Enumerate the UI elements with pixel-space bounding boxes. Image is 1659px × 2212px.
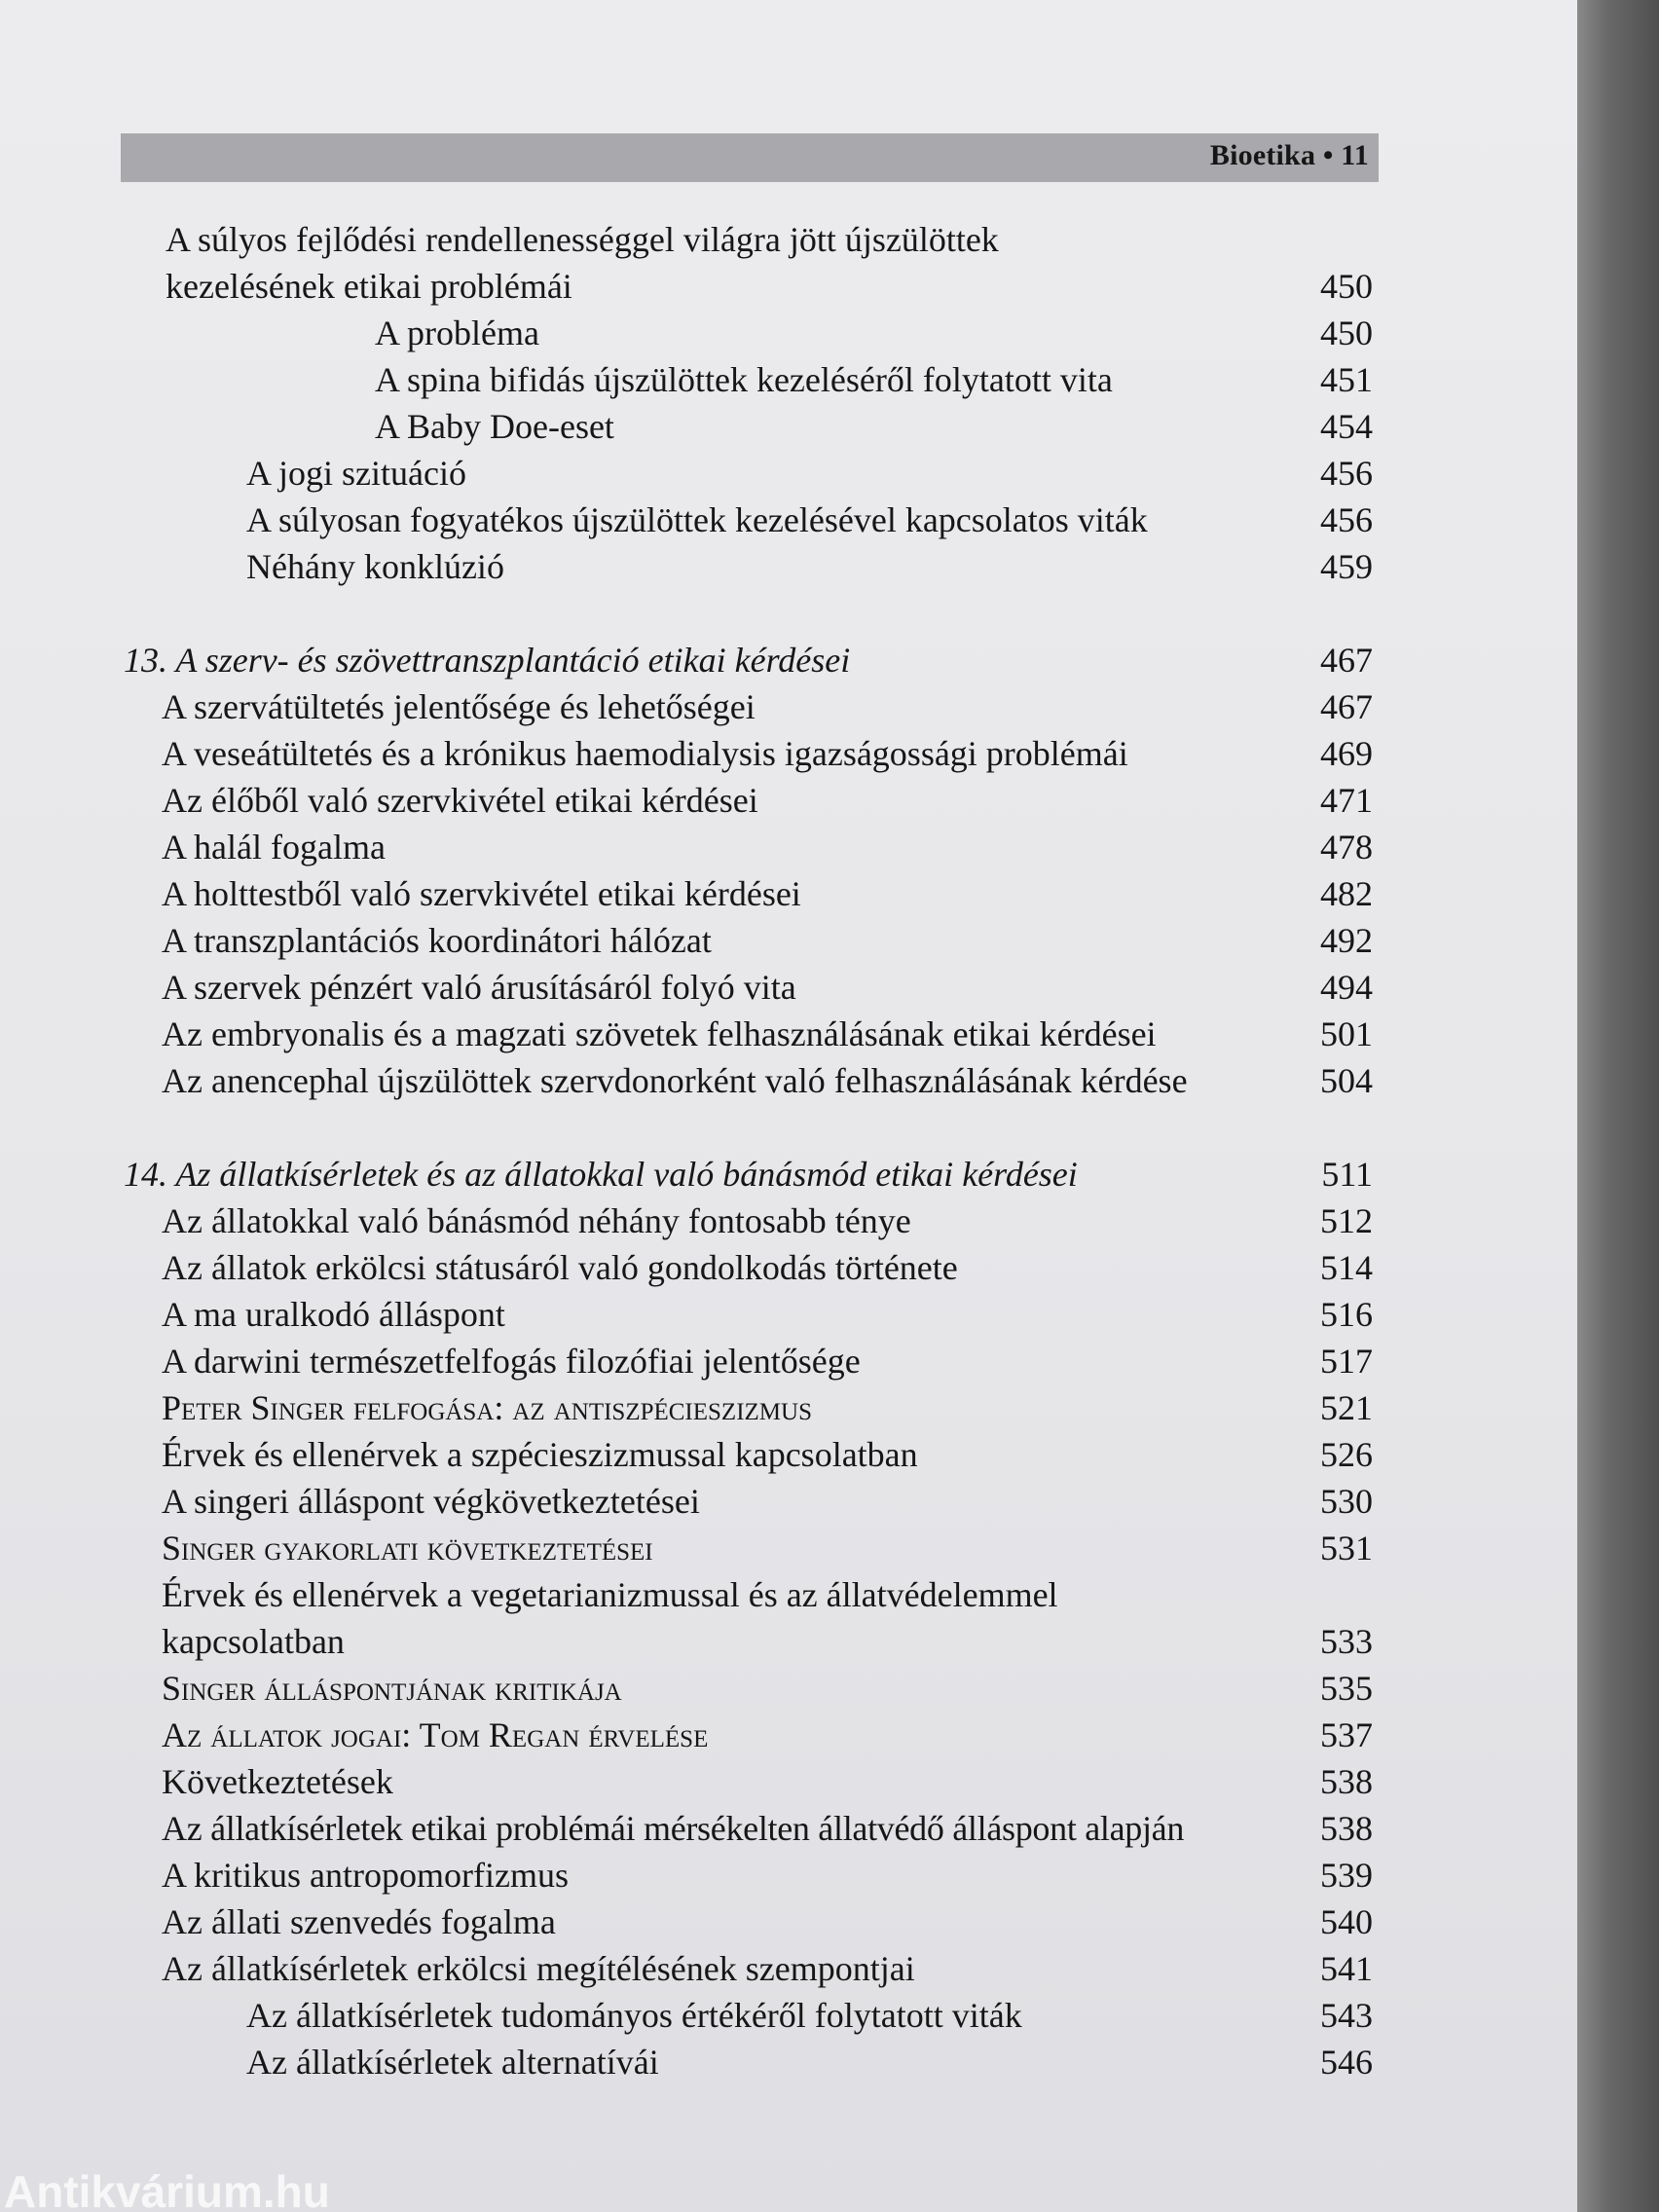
toc-entry-title: A súlyosan fogyatékos újszülöttek kezelésével kapcsolatos viták <box>246 500 1148 539</box>
watermark: Antikvárium.hu <box>4 2171 330 2212</box>
toc-page-number: 454 <box>1320 407 1373 446</box>
toc-entry <box>162 1384 1373 1431</box>
toc-entry-title-continued: kezelésének etikai problémái <box>166 267 572 306</box>
toc-entry-title: Az állatkísérletek tudományos értékéről folytatott viták <box>246 1996 1022 2035</box>
toc-page-number: 526 <box>1320 1435 1373 1474</box>
toc-entry-title: A szervátültetés jelentősége és lehetőségei <box>162 687 756 726</box>
toc-entry <box>375 356 1373 403</box>
toc-entry <box>162 870 1373 917</box>
toc-page-number: 533 <box>1320 1622 1373 1661</box>
toc-entry <box>162 1478 1373 1525</box>
toc-page-number: 501 <box>1320 1014 1373 1053</box>
toc-chapter-title: 14. Az állatkísérletek és az állatokkal való bánásmód etikai kérdései <box>124 1155 1078 1194</box>
toc-entry <box>375 403 1373 450</box>
toc-entry <box>246 450 1373 497</box>
toc-entry-title: A szervek pénzért való árusításáról folyó vita <box>162 968 796 1007</box>
toc-entry <box>162 1198 1373 1244</box>
toc-entry <box>162 683 1373 730</box>
toc-entry-title: Az élőből való szervkivétel etikai kérdései <box>162 781 758 820</box>
toc-entry-title: Az állatokkal való bánásmód néhány fontosabb ténye <box>162 1201 911 1240</box>
toc-page-number: 511 <box>1321 1155 1373 1194</box>
toc-entry <box>162 1618 1373 1665</box>
toc-page-number: 531 <box>1320 1529 1373 1567</box>
toc-entry <box>375 310 1373 356</box>
toc-entry <box>162 1805 1373 1852</box>
toc-entry-title: Következtetések <box>162 1762 393 1801</box>
toc-entry <box>162 1525 1373 1571</box>
toc-page-number: 450 <box>1320 267 1373 306</box>
toc-page-number: 467 <box>1320 687 1373 726</box>
toc-entry-title: Az állatok erkölcsi státusáról való gondolkodás története <box>162 1248 958 1287</box>
toc-entry-title: A halál fogalma <box>162 828 386 866</box>
toc-entry <box>162 1244 1373 1291</box>
toc-entry <box>246 1992 1373 2039</box>
toc-page-number: 504 <box>1320 1061 1373 1100</box>
toc-entry-title: A spina bifidás újszülöttek kezeléséről folytatott vita <box>375 360 1113 399</box>
toc-entry <box>162 1852 1373 1899</box>
toc-entry-title: Érvek és ellenérvek a szpécieszizmussal kapcsolatban <box>162 1435 918 1474</box>
toc-entry <box>162 1758 1373 1805</box>
toc-page-number: 521 <box>1320 1388 1373 1427</box>
toc-page-number: 482 <box>1320 874 1373 913</box>
toc-page-number: 546 <box>1320 2043 1373 2082</box>
toc-entry <box>162 964 1373 1011</box>
toc-entry-title: Az állatok jogai: Tom Regan érvelése <box>162 1715 709 1754</box>
toc-entry-title: A jogi szituáció <box>246 454 466 493</box>
toc-entry <box>246 497 1373 543</box>
toc-entry-title: Az anencephal újszülöttek szervdonorként való felhasználásának kérdése <box>162 1061 1188 1100</box>
toc-entry-title: Az állati szenvedés fogalma <box>162 1902 556 1941</box>
toc-page-number: 517 <box>1320 1342 1373 1381</box>
toc-entry <box>162 1945 1373 1992</box>
toc-page-number: 451 <box>1320 360 1373 399</box>
toc-entry-title: A transzplantációs koordinátori hálózat <box>162 921 712 960</box>
toc-entry-title: Az állatkísérletek etikai problémái mérsékelten állatvédő álláspont alapján <box>162 1809 1185 1848</box>
toc-chapter <box>124 637 1373 683</box>
toc-entry-title: Az embryonalis és a magzati szövetek felhasználásának etikai kérdései <box>162 1014 1157 1053</box>
toc-entry-title: A súlyos fejlődési rendellenességgel világra jött újszülöttek <box>166 220 999 259</box>
toc-page-number: 535 <box>1320 1669 1373 1708</box>
toc-entry <box>162 1338 1373 1384</box>
toc-page-number: 456 <box>1320 454 1373 493</box>
toc-entry <box>162 1291 1373 1338</box>
toc-entry <box>162 1899 1373 1945</box>
toc-entry <box>162 1057 1373 1104</box>
toc-entry <box>166 216 1373 263</box>
toc-entry <box>162 1571 1373 1618</box>
toc-page-number: 540 <box>1320 1902 1373 1941</box>
toc-entry-title: A darwini természetfelfogás filozófiai jelentősége <box>162 1342 861 1381</box>
toc-page-number: 492 <box>1320 921 1373 960</box>
toc-entry-title: Az állatkísérletek alternatívái <box>246 2043 659 2082</box>
toc-page-number: 538 <box>1320 1762 1373 1801</box>
toc-page-number: 459 <box>1320 547 1373 586</box>
toc-entry-title: Singer gyakorlati következtetései <box>162 1529 653 1567</box>
toc-entry-title: A probléma <box>375 313 539 352</box>
page-edge-shadow <box>1577 0 1659 2212</box>
toc-page-number: 467 <box>1320 641 1373 680</box>
toc-page-number: 530 <box>1320 1482 1373 1521</box>
toc-entry-title: Singer álláspontjának kritikája <box>162 1669 622 1708</box>
toc-page-number: 537 <box>1320 1715 1373 1754</box>
toc-entry-title: A holttestből való szervkivétel etikai kérdései <box>162 874 801 913</box>
toc-entry-title: Néhány konklúzió <box>246 547 504 586</box>
toc-page-number: 471 <box>1320 781 1373 820</box>
toc-entry <box>162 777 1373 824</box>
toc-page-number: 538 <box>1320 1809 1373 1848</box>
toc-entry <box>162 1431 1373 1478</box>
toc-entry-title: Az állatkísérletek erkölcsi megítélésének szempontjai <box>162 1949 915 1988</box>
toc-page-number: 469 <box>1320 734 1373 773</box>
toc-chapter-title: 13. A szerv- és szövettranszplantáció etikai kérdései <box>124 641 851 680</box>
toc-page-number: 539 <box>1320 1856 1373 1895</box>
toc-page-number: 543 <box>1320 1996 1373 2035</box>
toc-entry <box>162 1011 1373 1057</box>
toc-entry-title: A singeri álláspont végkövetkeztetései <box>162 1482 700 1521</box>
toc-chapter <box>124 1151 1373 1198</box>
toc-entry <box>162 1665 1373 1712</box>
toc-entry <box>162 824 1373 870</box>
toc-page-number: 541 <box>1320 1949 1373 1988</box>
toc-entry <box>246 543 1373 590</box>
toc-entry-title: A veseátültetés és a krónikus haemodialysis igazságossági problémái <box>162 734 1128 773</box>
toc-page-number: 478 <box>1320 828 1373 866</box>
toc-page-number: 494 <box>1320 968 1373 1007</box>
toc-entry-title-continued: kapcsolatban <box>162 1622 345 1661</box>
toc-page-number: 516 <box>1320 1295 1373 1334</box>
toc-page-number: 512 <box>1320 1201 1373 1240</box>
toc-entry <box>246 2039 1373 2085</box>
header-label: Bioetika • 11 <box>1209 139 1369 171</box>
toc-entry-title: A ma uralkodó álláspont <box>162 1295 505 1334</box>
toc-entry <box>166 263 1373 310</box>
toc-entry <box>162 1712 1373 1758</box>
toc-entry <box>162 917 1373 964</box>
toc-entry <box>162 730 1373 777</box>
toc-page-number: 450 <box>1320 313 1373 352</box>
toc-page-number: 456 <box>1320 500 1373 539</box>
toc-page-number: 514 <box>1320 1248 1373 1287</box>
toc-entry-title: Peter Singer felfogása: az antiszpécieszizmus <box>162 1388 812 1427</box>
toc-entry-title: A kritikus antropomorfizmus <box>162 1856 569 1895</box>
toc-entry-title: A Baby Doe-eset <box>375 407 614 446</box>
toc-entry-title: Érvek és ellenérvek a vegetarianizmussal és az állatvédelemmel <box>162 1575 1058 1614</box>
